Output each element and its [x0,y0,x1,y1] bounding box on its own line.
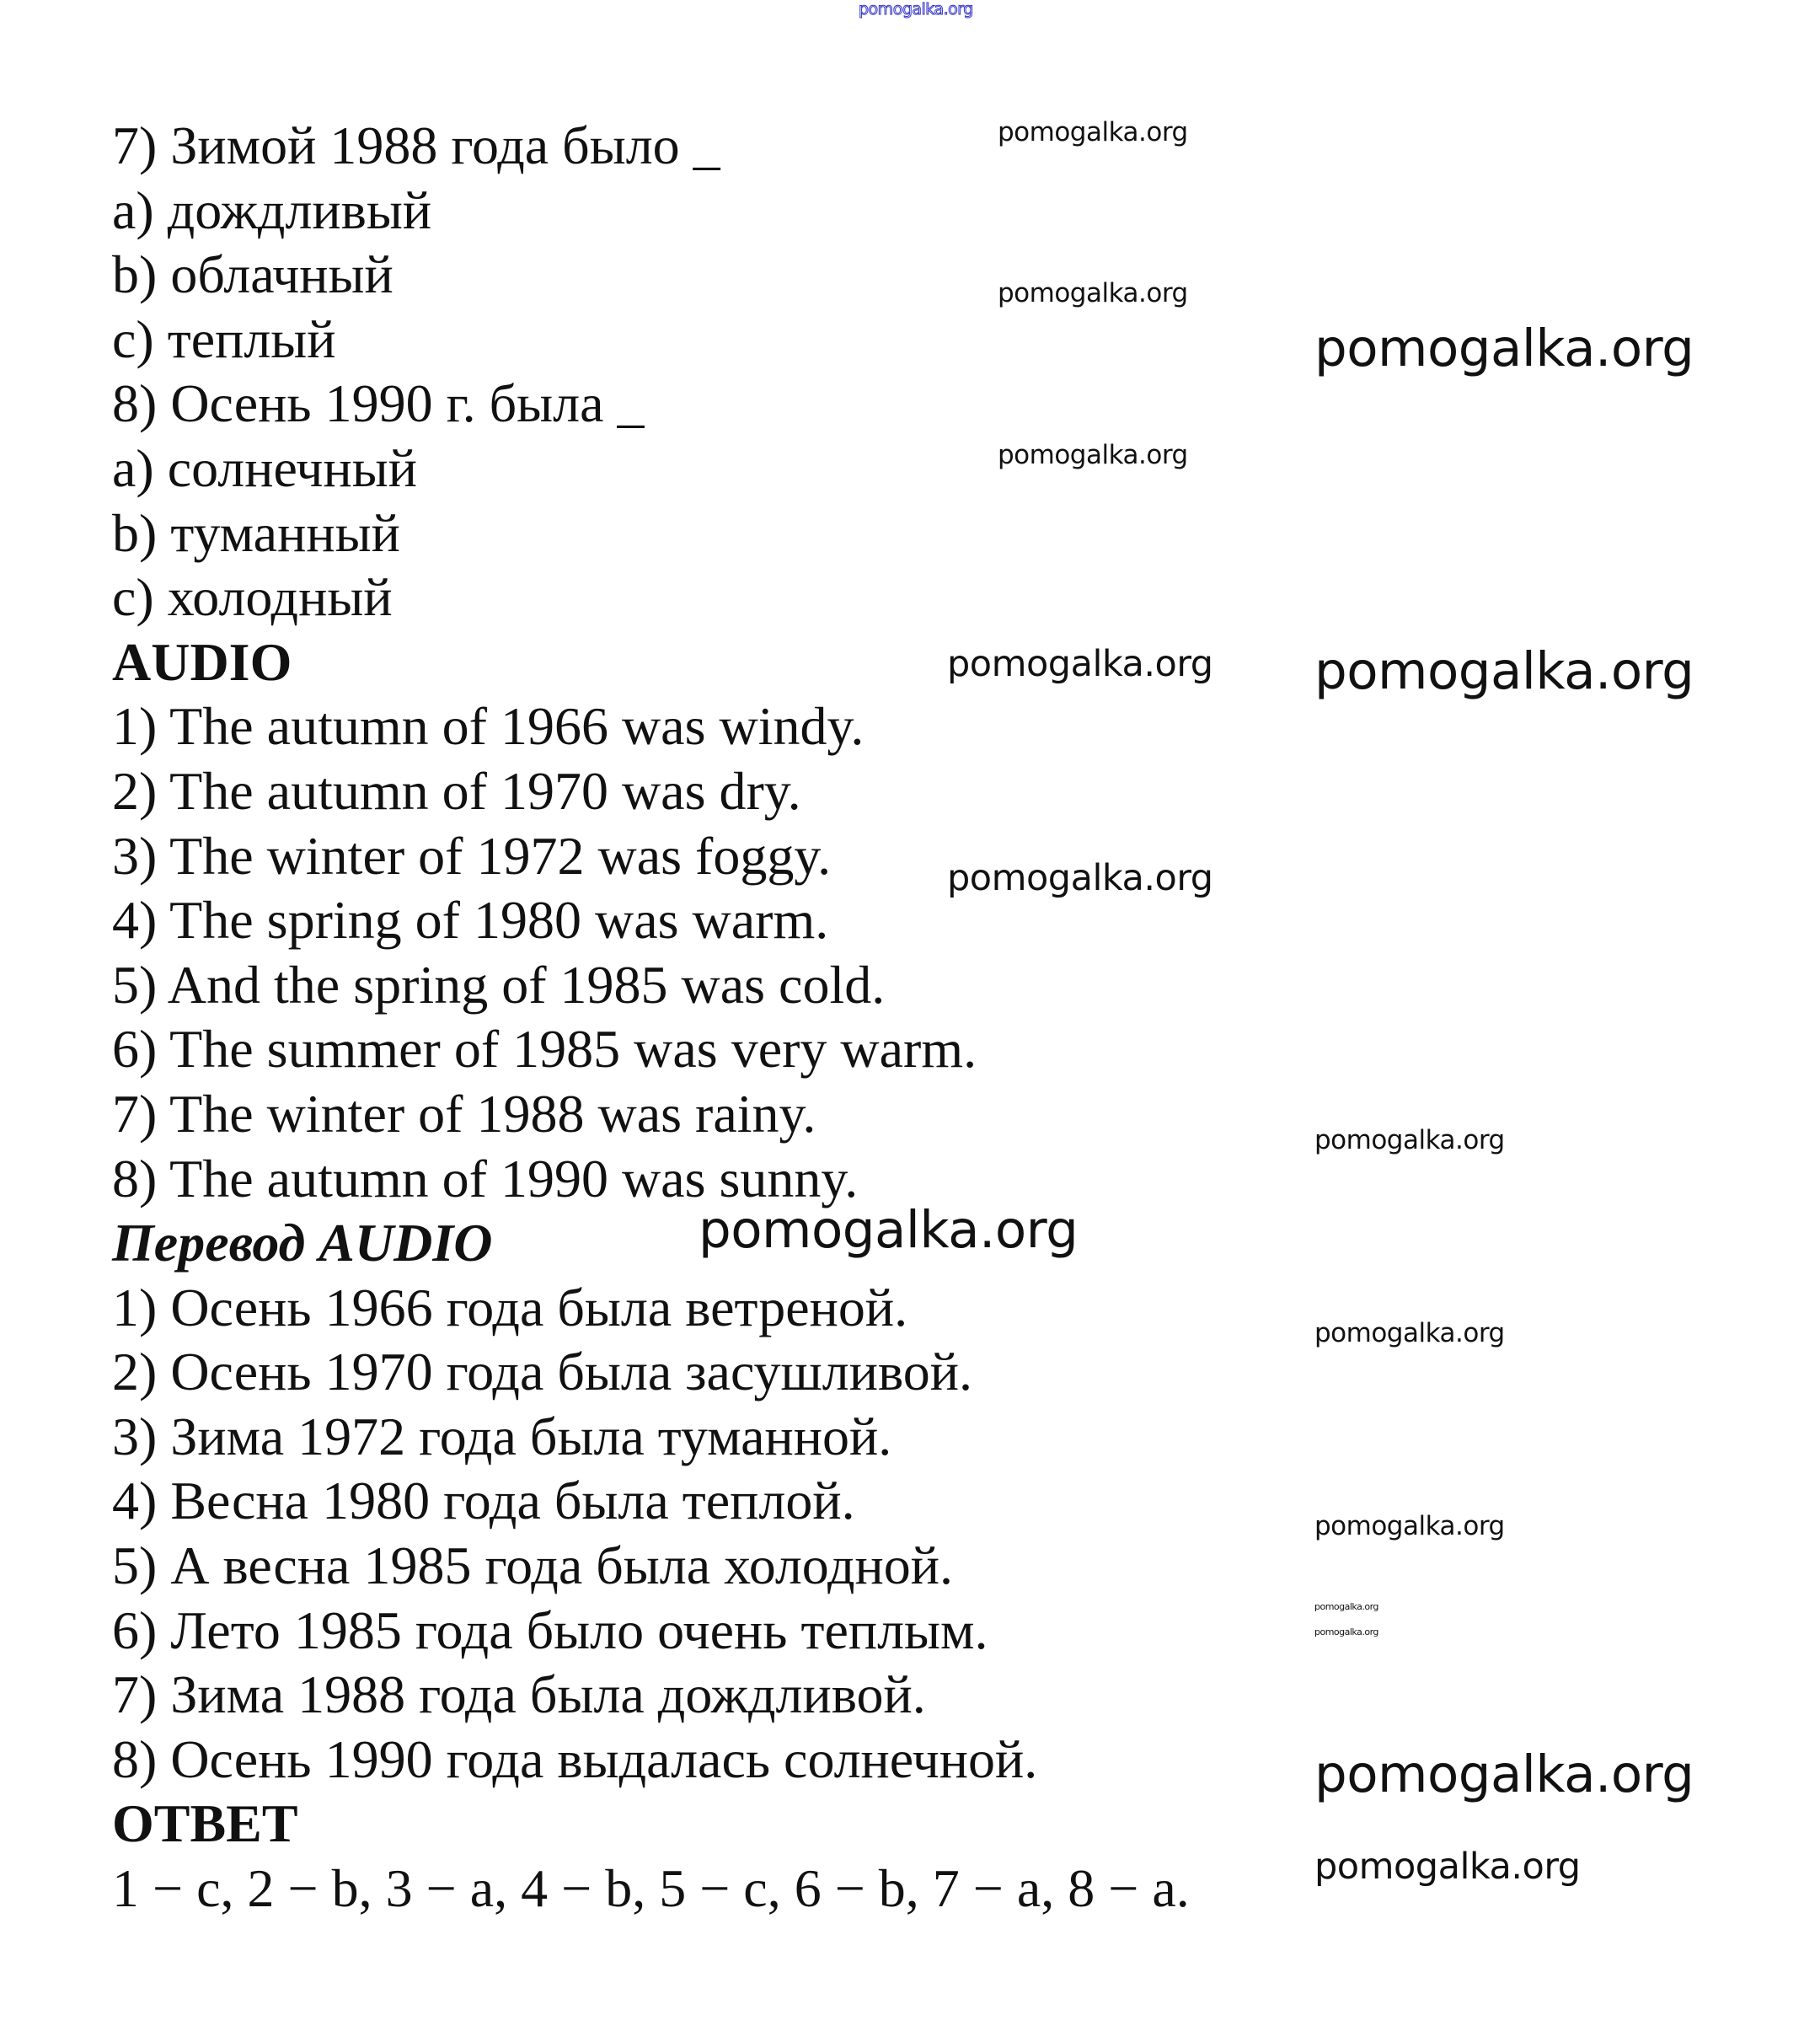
watermark: pomogalka.org [1314,1318,1505,1348]
question-7: 7) Зимой 1988 года было _ [112,115,720,175]
watermark: pomogalka.org [1314,1125,1505,1155]
option-8c: c) холодный [112,567,393,628]
audio-line-8: 8) The autumn of 1990 was sunny. [112,1148,859,1208]
document-body [112,114,1190,1921]
option-7a: a) дождливый [112,180,432,240]
watermark: pomogalka.org [998,440,1188,470]
translation-line-8: 8) Осень 1990 года выдалась солнечной. [112,1728,1038,1789]
answer-line: 1 − c, 2 − b, 3 − a, 4 − b, 5 − c, 6 − b, 7 − a, 8 − a. [112,1858,1190,1919]
option-7c: c) теплый [112,308,336,369]
answer-heading: ОТВЕТ [112,1793,298,1854]
translation-line-2: 2) Осень 1970 года была засушливой. [112,1342,972,1402]
translation-line-3: 3) Зима 1972 года была туманной. [112,1406,892,1466]
translation-line-6: 6) Лето 1985 года было очень теплым. [112,1600,988,1660]
watermark: pomogalka.org [998,278,1188,308]
audio-line-1: 1) The autumn of 1966 was windy. [112,696,864,757]
watermark: pomogalka.org [947,857,1213,899]
watermark: pomogalka.org [1314,1744,1694,1804]
watermark: pomogalka.org [1314,1511,1505,1541]
watermark: pomogalka.org [1314,1601,1378,1612]
watermark: pomogalka.org [1314,641,1694,701]
translation-line-7: 7) Зима 1988 года была дождливой. [112,1664,926,1725]
question-8: 8) Осень 1990 г. была _ [112,373,645,434]
audio-line-7: 7) The winter of 1988 was rainy. [112,1083,816,1144]
audio-line-3: 3) The winter of 1972 was foggy. [112,825,832,886]
audio-heading: AUDIO [112,631,292,692]
watermark: pomogalka.org [947,643,1213,685]
watermark: pomogalka.org [1314,319,1694,378]
translation-line-5: 5) А весна 1985 года была холодной. [112,1535,953,1596]
watermark: pomogalka.org [859,0,973,19]
audio-line-5: 5) And the spring of 1985 was cold. [112,954,886,1015]
translation-line-1: 1) Осень 1966 года была ветреной. [112,1277,908,1337]
translation-line-4: 4) Весна 1980 года была теплой. [112,1471,855,1531]
watermark: pomogalka.org [998,117,1188,147]
watermark: pomogalka.org [1314,1846,1581,1888]
option-8a: a) солнечный [112,437,417,498]
watermark: pomogalka.org [1314,1626,1378,1637]
audio-line-2: 2) The autumn of 1970 was dry. [112,760,801,821]
option-8b: b) туманный [112,502,400,563]
audio-line-6: 6) The summer of 1985 was very warm. [112,1019,977,1080]
audio-line-4: 4) The spring of 1980 was warm. [112,890,829,951]
watermark: pomogalka.org [699,1200,1079,1260]
option-7b: b) облачный [112,244,393,305]
translation-heading: Перевод AUDIO [112,1213,493,1273]
